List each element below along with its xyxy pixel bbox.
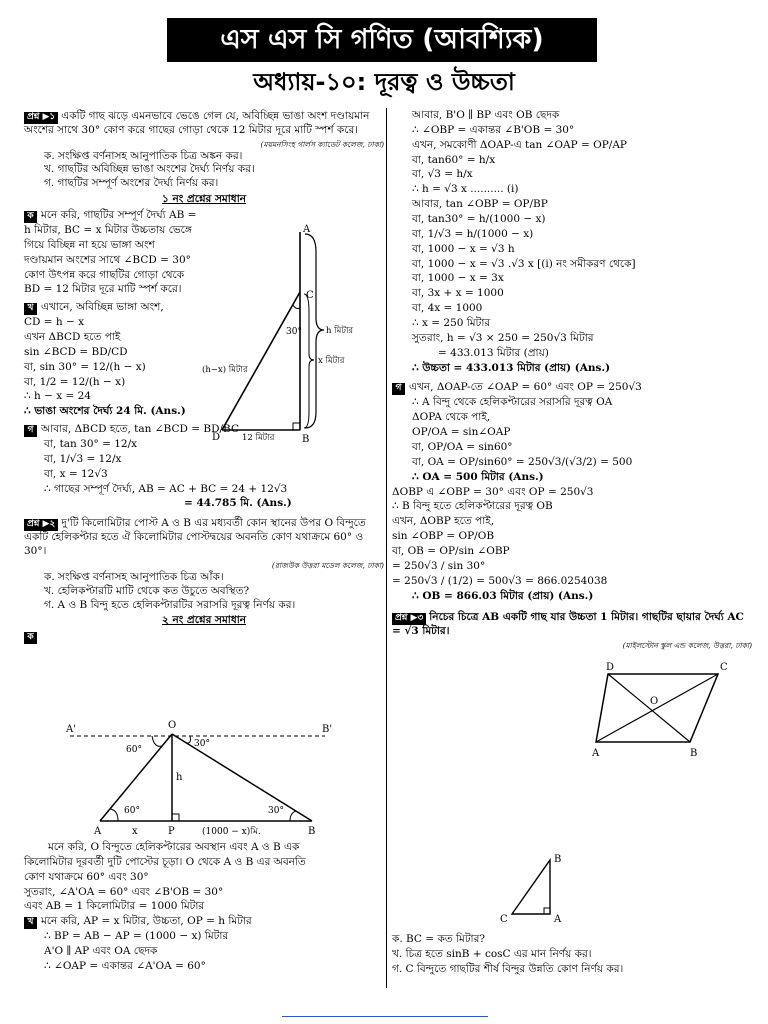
figure-arc-a xyxy=(110,809,118,821)
figure-broken-tree xyxy=(192,222,382,444)
figure-helicopter xyxy=(40,716,350,838)
figure-label-angle: 30° xyxy=(286,327,302,337)
figure-right-angle xyxy=(544,908,550,914)
text-line: CD = h − x xyxy=(24,316,85,329)
figure-label-c: C xyxy=(306,290,314,301)
figure-label-a: A xyxy=(592,748,600,759)
solution-2-kha-continued xyxy=(392,109,752,375)
text-line: ∴ h − x = 24 xyxy=(24,390,92,403)
text-line: = 433.013 মিটার (প্রায়) xyxy=(438,346,549,359)
text-line: দণ্ডায়মান অংশের সাথে ∠BCD = 30° xyxy=(24,253,191,266)
chapter-title: অধ্যায়-১০: দূরত্ব ও উচ্চতা xyxy=(253,68,515,96)
solution-2-ka xyxy=(24,840,384,975)
figure-label-a-prime: A' xyxy=(66,724,76,735)
text-line: বা, sin 30° = 12/(h − x) xyxy=(24,360,146,373)
text-line: এখন, সমকোণী ΔOAP-এ tan ∠OAP = OP/AP xyxy=(412,138,627,151)
figure-label-60: 60° xyxy=(124,806,140,816)
question-3-source: (মাইলস্টোন স্কুল এন্ড কলেজ, উত্তরা, ঢাকা) xyxy=(622,641,752,651)
text-line: ∴ B বিন্দু হতে হেলিকপ্টারের দূরত্ব OB xyxy=(392,500,553,513)
question-3-badge: প্রশ্ন ▶৩ xyxy=(392,613,426,625)
question-1 xyxy=(24,110,384,138)
text-line: বা, 1000 − x = √3 .√3 x [(i) নং সমীকরণ থেকে] xyxy=(412,257,636,270)
figure-label-b-prime: B' xyxy=(322,724,333,735)
text-line: এখন, ΔOBP হতে পাই, xyxy=(392,515,495,528)
text-line: মনে করি, গাছটির সম্পূর্ণ দৈর্ঘ্য AB = xyxy=(41,209,197,222)
figure-arc-b xyxy=(290,811,296,821)
answer-line: ∴ OA = 500 মিটার (Ans.) xyxy=(412,470,544,483)
text-line: ∴ ∠OAP = একান্তর ∠A'OA = 60° xyxy=(44,959,206,972)
figure-label-b: B xyxy=(690,748,698,759)
ga-badge: গ xyxy=(392,383,405,395)
figure-brace-h xyxy=(305,234,324,428)
question-1-source: (ময়মনসিংহ গার্লস ক্যাডেট কলেজ, ঢাকা) xyxy=(260,139,384,149)
question-2-part-ka: ক. সংক্ষিপ্ত বর্ণনাসহ আনুপাতিক চিত্র আঁক। xyxy=(44,570,224,583)
figure-label-p: P xyxy=(168,826,175,837)
text-line: এখন ΔBCD হতে পাই xyxy=(24,330,121,343)
figure-line-ob xyxy=(172,734,312,821)
figure-label-x: x xyxy=(132,826,138,837)
question-1-part-ka: ক. সংক্ষিপ্ত বর্ণনাসহ আনুপাতিক চিত্র অঙ্কন কর। xyxy=(44,149,243,162)
figure-tree-shadow xyxy=(498,850,578,926)
figure-right-angle xyxy=(293,423,300,430)
figure-label-rest: (1000 − x)মি. xyxy=(202,827,261,837)
figure-label-h: h মিটার xyxy=(326,326,354,336)
right-column xyxy=(392,108,752,975)
text-line: ∴ A বিন্দু থেকে হেলিকপ্টারের সরাসরি দূরত্ব OA xyxy=(412,396,613,409)
figure-arc-top-right xyxy=(186,736,191,743)
question-1-text: একটি গাছ ঝড়ে এমনভাবে ভেঙে গেল যে, অবিচ্ছিন্ন ভাঙা অংশ দণ্ডায়মান অংশের সাথে 30° কোণ করে গাছের গোড়া থেকে 12 মিটার দূরে মাটি স্পর্শ করে। xyxy=(24,110,370,136)
solution-1-heading: ১ নং প্রশ্নের সমাধান xyxy=(161,193,246,206)
figure-label-a: A xyxy=(94,826,102,837)
title-banner: এস এস সি গণিত (আবশ্যিক) xyxy=(167,18,597,62)
question-2-part-kha: খ. হেলিকপ্টারটি মাটি থেকে কত উচুতে অবস্থিত? xyxy=(44,584,250,597)
text-line: কোণ যথাক্রমে 60° এবং 30° xyxy=(24,870,149,883)
question-3-part-kha: খ. চিত্র হতে sinB + cosC এর মান নির্ণয় কর। xyxy=(392,947,592,960)
figure-diagonal-bd xyxy=(608,674,690,742)
text-line: ∴ গাছের সম্পূর্ণ দৈর্ঘ্য, AB = AC + BC = 24 + 12√3 xyxy=(44,482,288,495)
question-2-badge: প্রশ্ন ▶২ xyxy=(24,519,58,531)
figure-label-h: h xyxy=(176,772,183,783)
text-line: বা, OP/OA = sin60° xyxy=(412,440,513,453)
text-line: ∴ BP = AB − AP = (1000 − x) মিটার xyxy=(44,930,229,943)
question-3-parts xyxy=(392,932,752,978)
ga-badge: গ xyxy=(24,425,37,437)
kha-badge: খ xyxy=(24,917,37,929)
text-line: = 250√3 / sin 30° xyxy=(392,559,486,572)
question-2 xyxy=(24,517,384,559)
text-line: বা, tan 30° = 12/x xyxy=(44,438,138,450)
column-divider xyxy=(386,108,387,988)
figure-label-b: B xyxy=(302,434,310,444)
figure-arc-top-left xyxy=(152,736,162,746)
text-line: বা, 3x + x = 1000 xyxy=(412,287,504,300)
text-line: ∴ ∠OBP = একান্তর ∠B'OB = 30° xyxy=(412,123,575,136)
text-line: বা, √3 = h/x xyxy=(412,168,473,181)
text-line: এখন, ΔOAP-তে ∠OAP = 60° এবং OP = 250√3 xyxy=(409,381,642,394)
figure-brace-x xyxy=(304,294,314,428)
figure-label-a: A xyxy=(303,224,311,235)
figure-label-a: A xyxy=(554,914,562,925)
figure-right-angle xyxy=(172,814,179,821)
text-line: ΔOBP এ ∠OBP = 30° এবং OP = 250√3 xyxy=(392,485,594,498)
figure-label-x: x মিটার xyxy=(318,356,345,366)
text-line: মনে করি, O বিন্দুতে হেলিকপ্টারের অবস্থান এবং A ও B এক xyxy=(48,841,300,853)
footer-rule xyxy=(282,1016,488,1017)
question-1-part-ga: গ. গাছটির সম্পূর্ণ অংশের দৈর্ঘ্য নির্ণয় কর। xyxy=(44,177,219,190)
answer-line: ∴ OB = 866.03 মিটার (প্রায়) (Ans.) xyxy=(412,589,594,602)
figure-label-60-top: 60° xyxy=(126,745,142,755)
figure-label-30: 30° xyxy=(268,806,284,816)
text-line: বা, 1/2 = 12/(h − x) xyxy=(24,375,126,388)
figure-label-c: C xyxy=(720,662,728,673)
text-line: আবার, B'O ∥ BP এবং OB ছেদক xyxy=(412,109,560,121)
text-line: মনে করি, AP = x মিটার, উচ্চতা, OP = h মিটার xyxy=(41,915,252,928)
text-line: বা, tan30° = h/(1000 − x) xyxy=(412,213,546,226)
question-3-text: নিচের চিত্রে AB একটি গাছ যার উচ্চতা 1 মিটার। গাছটির ছায়ার দৈর্ঘ্য AC = √3 মিটার। xyxy=(392,611,744,638)
figure-label-30-top: 30° xyxy=(194,739,210,749)
text-line: বা, 1/√3 = 12/x xyxy=(44,452,122,465)
question-3-part-ka: ক. BC = কত মিটার? xyxy=(392,933,486,945)
text-line: বা, OB = OP/sin ∠OBP xyxy=(392,544,510,557)
text-line: ΔOPA থেকে পাই, xyxy=(412,411,491,424)
text-line: বা, 1000 − x = 3x xyxy=(412,272,504,285)
solution-2-heading: ২ নং প্রশ্নের সমাধান xyxy=(161,614,247,627)
question-2-source: (রাজউক উত্তরা মডেল কলেজ, ঢাকা) xyxy=(271,560,384,570)
figure-label-d: D xyxy=(212,432,221,443)
text-line: ∴ x = 250 মিটার xyxy=(412,317,491,330)
figure-angle-arc xyxy=(293,305,300,309)
figure-label-hx: (h−x) মিটার xyxy=(202,365,248,375)
question-3-part-ga: গ. C বিন্দুতে গাছটির শীর্ষ বিন্দুর উন্নতি কোণ নির্ণয় কর। xyxy=(392,962,624,975)
figure-label-b: B xyxy=(554,854,562,865)
text-line: এখানে, অবিচ্ছিন্ন ভাঙ্গা অংশ, xyxy=(41,301,164,314)
figure-triangle-abc xyxy=(512,860,550,914)
figure-label-o: O xyxy=(650,696,659,707)
text-line: সুতরাং, ∠A'OA = 60° এবং ∠B'OB = 30° xyxy=(24,885,224,898)
question-1-badge: প্রশ্ন ▶১ xyxy=(24,112,58,124)
answer-line: ∴ ভাঙা অংশের দৈর্ঘ্য 24 মি. (Ans.) xyxy=(24,405,186,418)
answer-line: = 44.785 মি. (Ans.) xyxy=(184,497,292,510)
text-line: OP/OA = sin∠OAP xyxy=(412,426,511,439)
text-line: বা, 1/√3 = h/(1000 − x) xyxy=(412,227,534,240)
text-line: কিলোমিটার দূরবর্তী দুটি পোস্টের চূড়া। O থেকে A ও B এর অবনতি xyxy=(24,855,306,868)
figure-label-d: D xyxy=(606,662,615,673)
ka-badge: ক xyxy=(24,632,37,644)
kha-badge: খ xyxy=(24,303,37,315)
question-1-part-kha: খ. গাছটির অবিচ্ছিন্ন ভাঙা অংশের দৈর্ঘ্য নির্ণয় কর। xyxy=(44,163,255,176)
text-line: সুতরাং, h = √3 × 250 = 250√3 মিটার xyxy=(412,331,594,344)
figure-label-c: C xyxy=(500,914,508,925)
text-line: বা, 1000 − x = √3 h xyxy=(412,242,515,255)
text-line: বা, x = 12√3 xyxy=(44,467,108,480)
answer-line: ∴ উচ্চতা = 433.013 মিটার (প্রায়) (Ans.) xyxy=(412,361,611,374)
text-line: h মিটার, BC = x মিটার উচ্চতায় ভেঙ্গে xyxy=(24,223,192,236)
text-line: BD = 12 মিটার দূরে মাটি স্পর্শ করে। xyxy=(24,283,182,296)
figure-label-b: B xyxy=(308,826,316,837)
question-3 xyxy=(392,611,752,639)
solution-2-ga xyxy=(392,381,752,603)
text-line: আবার, ΔBCD হতে, tan ∠BCD = BD/BC xyxy=(41,423,239,436)
figure-line-dc xyxy=(222,292,300,430)
question-2-text: দু'টি কিলোমিটার পোস্ট A ও B এর মধ্যবর্তী কোন স্থানের উপর O বিন্দুতে একটি হেলিকপ্টার হতে ঐ কিলোমিটার পোস্টদ্বয়ের অবনতি কোণ যথাক্রমে 60° ও 30°। xyxy=(24,517,366,558)
text-line: = 250√3 / (1/2) = 500√3 = 866.0254038 xyxy=(392,574,608,587)
text-line: A'O ∥ AP এবং OA ছেদক xyxy=(44,945,158,958)
figure-label-base: 12 মিটার xyxy=(242,433,275,443)
text-line: বা, 4x = 1000 xyxy=(412,302,483,315)
text-line: sin ∠OBP = OP/OB xyxy=(392,530,495,543)
text-line: গিয়ে বিচ্ছিন্ন না হয়ে ভাঙ্গা অংশ xyxy=(24,238,155,251)
text-line: এবং AB = 1 কিলোমিটার = 1000 মিটার xyxy=(24,900,205,913)
figure-label-o: O xyxy=(168,720,177,731)
text-line: sin ∠BCD = BD/CD xyxy=(24,345,128,358)
text-line: বা, tan60° = h/x xyxy=(412,153,496,166)
text-line: আবার, tan ∠OBP = OP/BP xyxy=(412,198,548,211)
text-line: বা, OA = OP/sin60° = 250√3/(√3/2) = 500 xyxy=(412,455,633,468)
text-line: কোণ উৎপন্ন করে গাছটির গোড়া থেকে xyxy=(24,268,185,281)
question-2-part-ga: গ. A ও B বিন্দু হতে হেলিকপ্টারটির সরাসরি দূরত্ব নির্ণয় কর। xyxy=(44,598,296,611)
ka-badge: ক xyxy=(24,211,37,223)
figure-parallelogram xyxy=(592,660,736,760)
figure-diagonal-ac xyxy=(596,674,718,742)
text-line: ∴ h = √3 x .......... (i) xyxy=(412,183,519,196)
